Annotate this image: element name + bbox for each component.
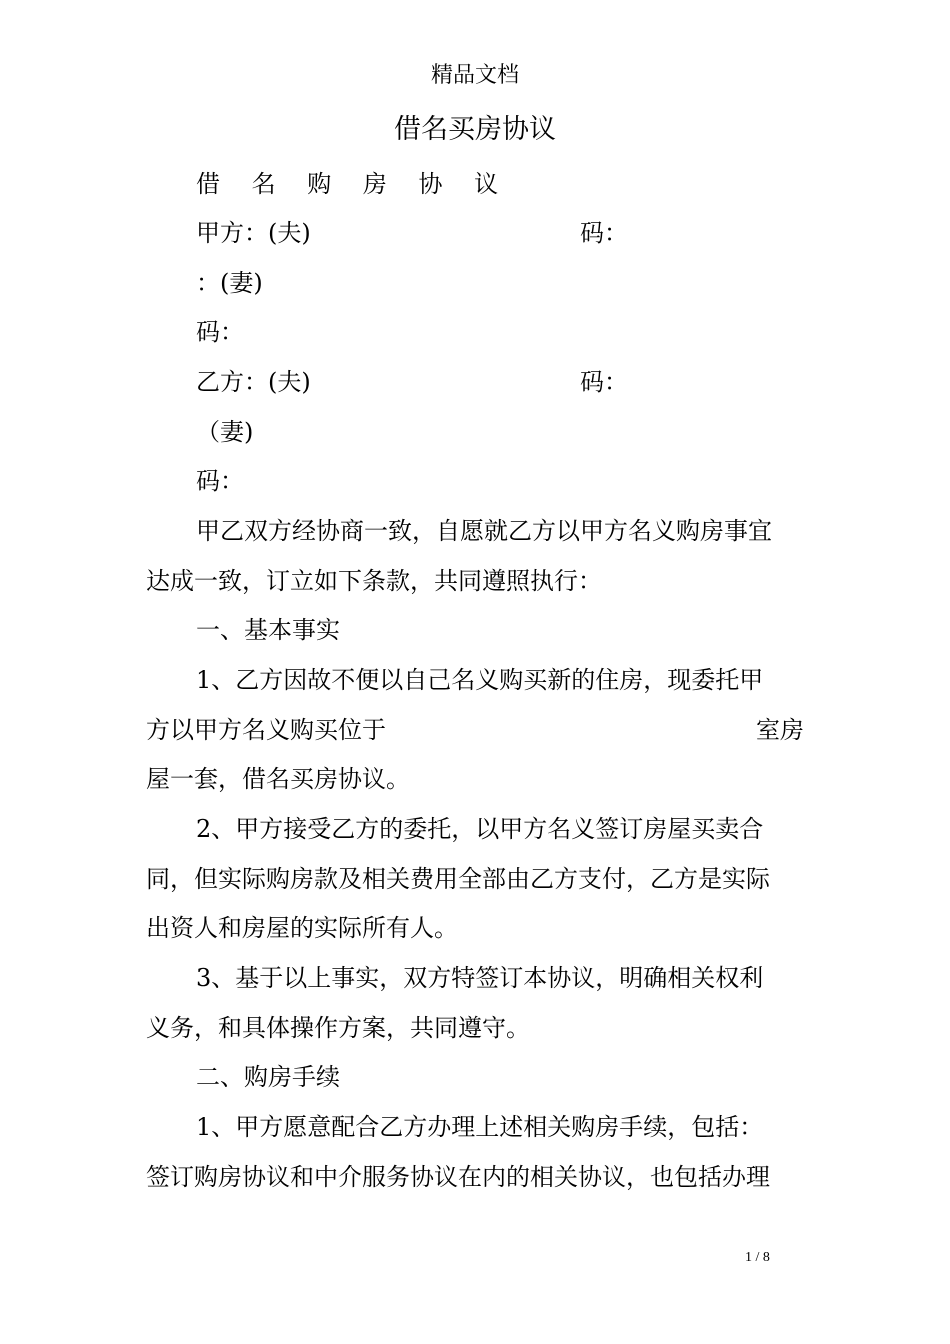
party-a-husband-code-label: 码：: [580, 219, 628, 247]
document-subtitle: 借 名 购 房 协 议: [196, 170, 511, 198]
party-b-wife-label: （妻): [196, 418, 254, 446]
section-1-item-2-line-3: 出资人和房屋的实际所有人。: [146, 914, 458, 942]
party-b-husband-code-label: 码：: [580, 368, 628, 396]
party-a-wife-code-label: 码：: [196, 318, 244, 346]
intro-line-2: 达成一致，订立如下条款，共同遵照执行：: [146, 567, 602, 595]
intro-line-1: 甲乙双方经协商一致，自愿就乙方以甲方名义购房事宜: [196, 517, 772, 545]
section-1-heading: 一、基本事实: [196, 616, 340, 644]
section-2-item-1-line-1: 1、甲方愿意配合乙方办理上述相关购房手续，包括：: [196, 1113, 764, 1141]
party-a-wife-label: ：(妻): [196, 269, 263, 297]
section-2-heading: 二、购房手续: [196, 1063, 340, 1091]
section-1-item-1-line-2-right: 室房: [756, 716, 804, 744]
section-1-item-2-line-1: 2、甲方接受乙方的委托，以甲方名义签订房屋买卖合: [196, 815, 764, 843]
section-1-item-1-line-1: 1、乙方因故不便以自己名义购买新的住房，现委托甲: [196, 666, 764, 694]
section-1-item-3-line-2: 义务，和具体操作方案，共同遵守。: [146, 1014, 530, 1042]
section-1-item-1-line-3: 屋一套，借名买房协议。: [146, 765, 410, 793]
section-1-item-2-line-2: 同，但实际购房款及相关费用全部由乙方支付，乙方是实际: [146, 865, 770, 893]
section-2-item-1-line-2: 签订购房协议和中介服务协议在内的相关协议，也包括办理: [146, 1163, 770, 1191]
page-header: 精品文档: [430, 63, 519, 88]
party-a-husband-label: 甲方：(夫): [196, 219, 311, 247]
party-b-wife-code-label: 码：: [196, 467, 244, 495]
section-1-item-1-line-2-left: 方以甲方名义购买位于: [146, 716, 386, 744]
section-1-item-3-line-1: 3、基于以上事实，双方特签订本协议，明确相关权利: [196, 964, 764, 992]
party-b-husband-label: 乙方：(夫): [196, 368, 311, 396]
page-indicator: 1 / 8: [745, 1250, 770, 1265]
document-title: 借名买房协议: [394, 114, 556, 145]
